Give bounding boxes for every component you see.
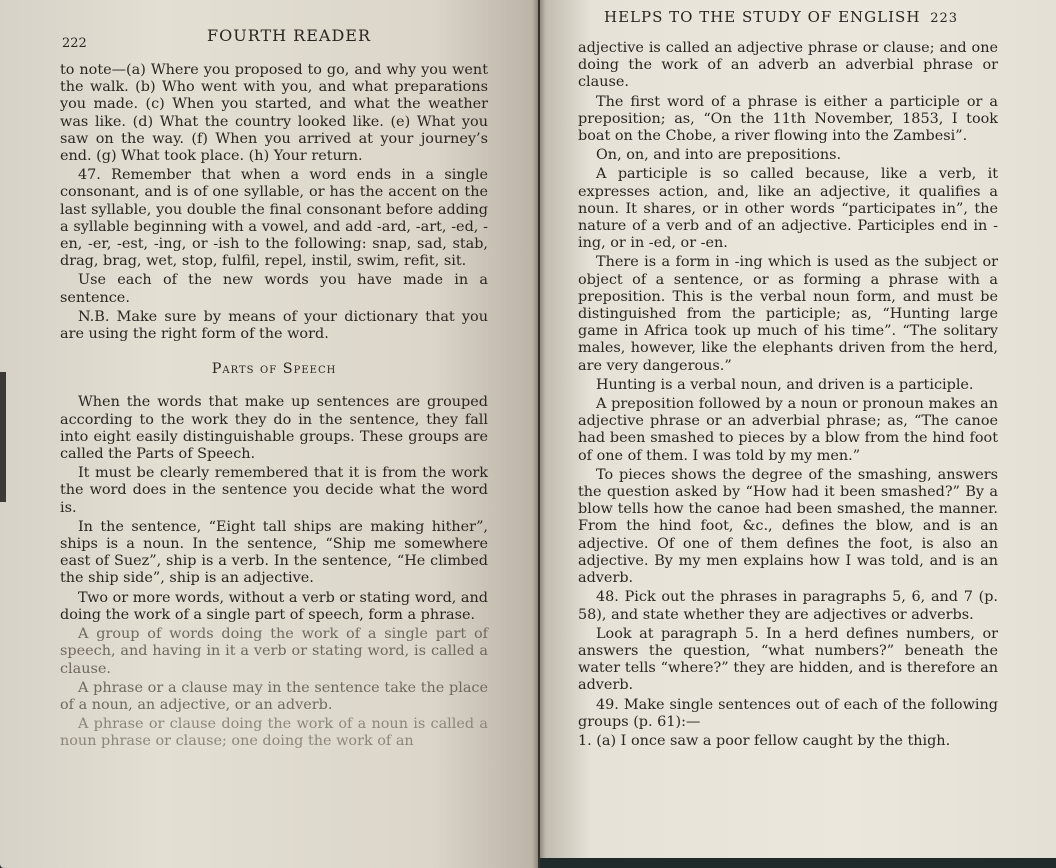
- table-surface: [540, 858, 1056, 868]
- page-number: 223: [930, 11, 959, 26]
- right-page: [540, 0, 1056, 868]
- page-body: [578, 40, 998, 752]
- paragraph: A preposition followed by a noun or pronoun makes an adjective phrase or an adverbial phrase; as, “The canoe had been smashed to pieces by a blow from the hind foot of one of them. I was told by my men.”: [578, 396, 998, 464]
- paragraph: It must be clearly remembered that it is from the work the word does in the sentence you decide what the word is.: [60, 465, 488, 516]
- running-head: FOURTH READER: [206, 26, 371, 45]
- paragraph: N.B. Make sure by means of your dictionary that you are using the right form of the word.: [60, 308, 488, 343]
- book-gutter: [532, 0, 546, 868]
- paragraph: to note—(a) Where you proposed to go, and why you went the walk. (b) Who went with you, and what preparations you made. (c) When you started, and what the weather was like. (d) What the country looked like. (e) What you saw on the way. (f) When you arrived at your journey’s end. (g) What took place. (h) Your return.: [60, 62, 488, 165]
- paragraph: A group of words doing the work of a single part of speech, and having in it a verb or stating word, is called a clause.: [60, 626, 488, 677]
- paragraph: A phrase or clause doing the work of a noun is called a noun phrase or clause; one doing the work of an: [60, 716, 488, 750]
- paragraph: On, on, and into are prepositions.: [596, 147, 842, 164]
- page-edge-shadow: [0, 372, 6, 502]
- paragraph: adjective is called an adjective phrase or clause; and one doing the work of an adverb an adverbial phrase or clause.: [578, 40, 998, 91]
- paragraph: Use each of the new words you have made in a sentence.: [60, 272, 488, 306]
- paragraph: A phrase or a clause may in the sentence take the place of a noun, an adjective, or an adverb.: [60, 679, 488, 713]
- page-number: 222: [62, 36, 87, 51]
- paragraph: 47. Remember that when a word ends in a single consonant, and is of one syllable, or has the accent on the last syllable, you double the final consonant before adding a syllable beginning with a vowel, and add -ard, -art, -ed, -en, -er, -est, -ing, or -ish to the following: snap, sad, stab, drag, brag, wet, stop, fulfil, repel, instil, swim, refit, sit.: [60, 167, 488, 270]
- paragraph: The first word of a phrase is either a participle or a preposition; as, “On the 11th November, 1853, I took boat on the Chobe, a river flowing into the Zambesi”.: [578, 93, 998, 145]
- page-body: [60, 62, 488, 753]
- section-heading: Parts of Speech: [211, 361, 337, 378]
- paragraph: Hunting is a verbal noun, and driven is a participle.: [596, 376, 974, 393]
- paragraph: 1. (a) I once saw a poor fellow caught by the thigh.: [578, 732, 951, 749]
- running-head: [604, 8, 1056, 26]
- running-head-title: HELPS TO THE STUDY OF ENGLISH: [604, 8, 921, 26]
- paragraph: There is a form in -ing which is used as the subject or object of a sentence, or as forming a phrase with a preposition. This is the verbal noun form, and must be distinguished from the participle; as, “Hunting large game in Africa took up much of his time”. “The solitary males, however, like the elephants driven from the herd, are very dangerous.”: [578, 254, 998, 374]
- paragraph: 49. Make single sentences out of each of the following groups (p. 61):—: [578, 696, 998, 730]
- paragraph: Two or more words, without a verb or stating word, and doing the work of a single part of speech, form a phrase.: [60, 589, 488, 623]
- paragraph: 48. Pick out the phrases in paragraphs 5, 6, and 7 (p. 58), and state whether they are adjectives or adverbs.: [578, 589, 998, 623]
- paragraph: A participle is so called because, like a verb, it expresses action, and, like an adjective, it qualifies a noun. It shares, or in other words “participates in”, the nature of a verb and of an adjective. Participles end in -ing, or in -ed, or -en.: [578, 166, 998, 252]
- paragraph: Look at paragraph 5. In a herd defines numbers, or answers the question, “what numbers?” beneath the water tells “where?” they are hidden, and is therefore an adverb.: [578, 625, 998, 694]
- paragraph: To pieces shows the degree of the smashing, answers the question asked by “How had it been smashed?” By a blow tells how the canoe had been smashed, the manner. From the hind foot, &c., defines the blow, and is an adjective. Of one of them defines the foot, is also an adjective. By my men explains how I was told, and is an adverb.: [578, 466, 998, 587]
- paragraph: In the sentence, “Eight tall ships are making hither”, ships is a noun. In the sentence, “Ship me somewhere east of Suez”, ship is a verb. In the sentence, “He climbed the ship side”, ship is an adjective.: [60, 518, 488, 587]
- paragraph: When the words that make up sentences are grouped according to the work they do in the sentence, they fall into eight easily distinguishable groups. These groups are called the Parts of Speech.: [60, 394, 488, 463]
